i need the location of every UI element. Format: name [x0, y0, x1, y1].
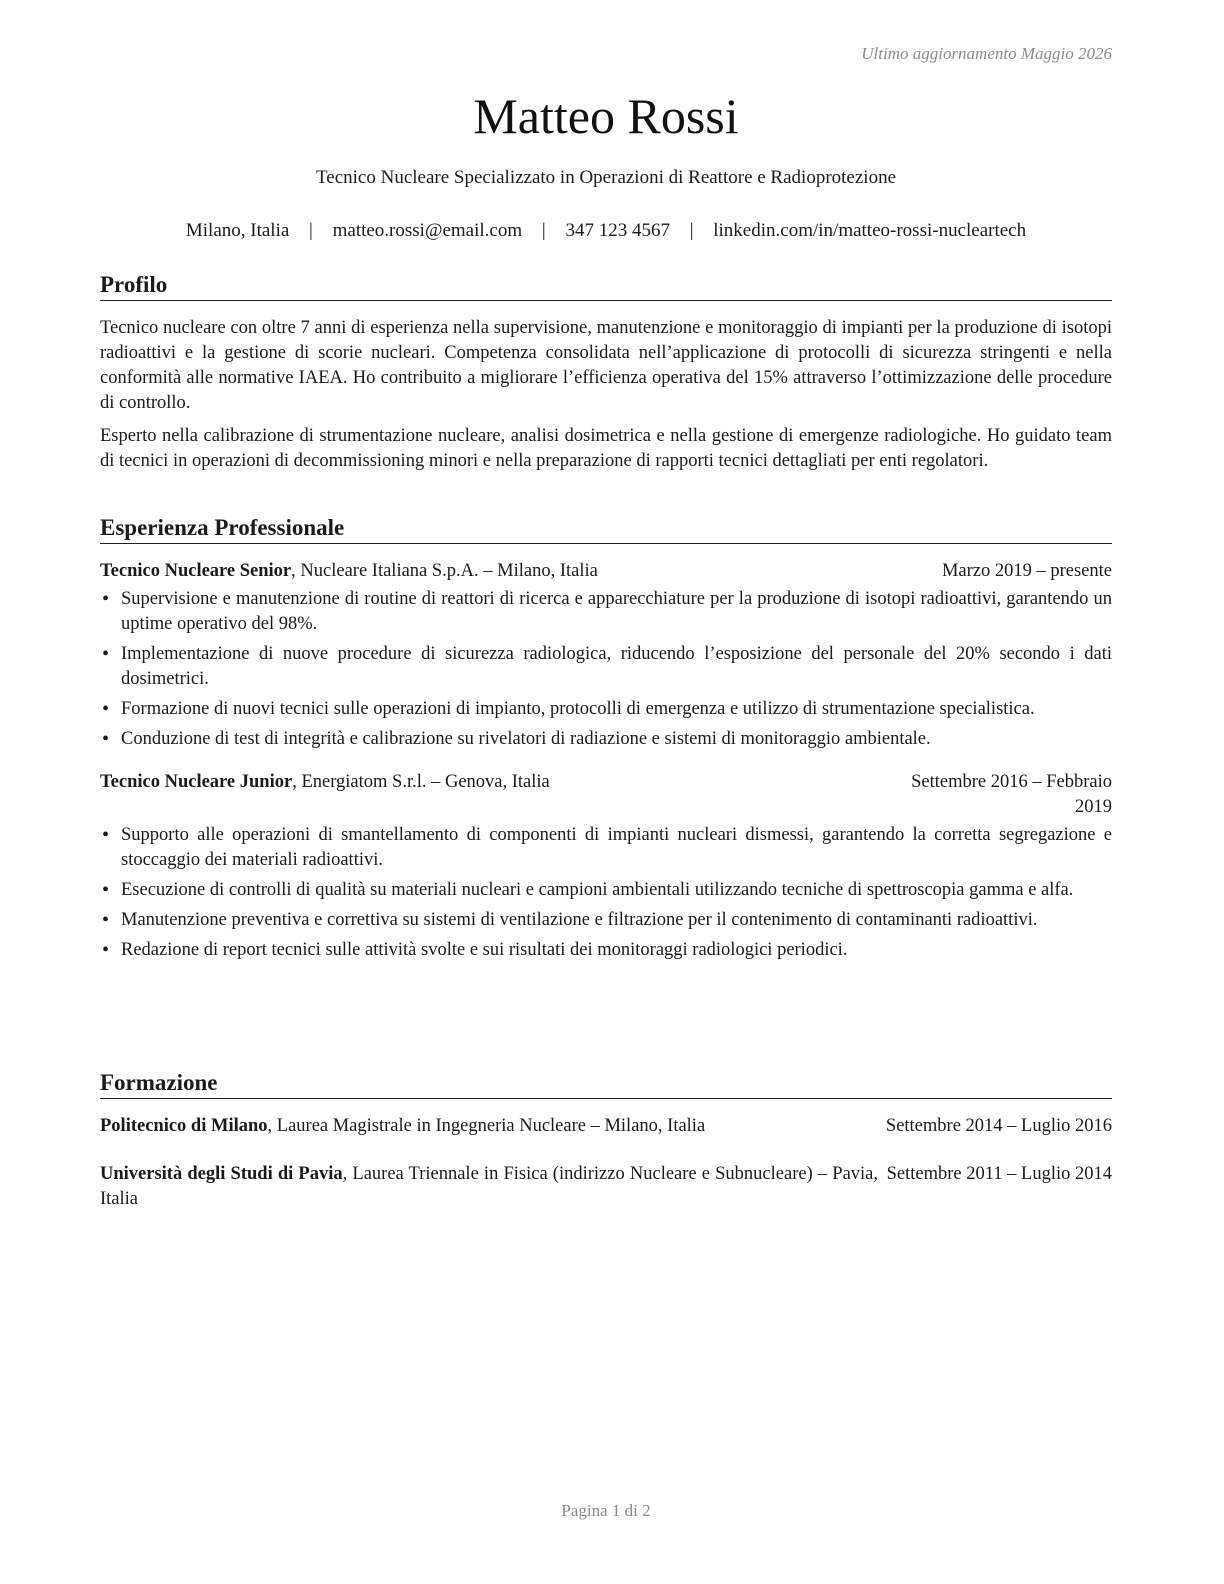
contact-separator: | — [309, 220, 313, 241]
list-item: • Supervisione e manutenzione di routine di reattori di ricerca e apparecchiature per la produzione di isotopi radioattivi, garantendo un uptime operativo del 98%. — [100, 587, 1112, 637]
education-school: Università degli Studi di Pavia — [100, 1164, 343, 1184]
education-dates: Settembre 2011 – Luglio 2014 — [886, 1164, 1112, 1184]
list-item: • Supporto alle operazioni di smantellamento di componenti di impianti nucleari dismessi, garantendo la corretta segregazione e stoccaggio dei materiali radioattivi. — [100, 823, 1112, 873]
job-bullets — [100, 587, 1112, 752]
list-item: • Conduzione di test di integrità e calibrazione su rivelatori di radiazione e sistemi di monitoraggio ambientale. — [100, 727, 1112, 752]
education-dates: Settembre 2014 – Luglio 2016 — [885, 1116, 1112, 1136]
job-role: Tecnico Nucleare Senior — [100, 561, 292, 581]
list-item: • Formazione di nuovi tecnici sulle operazioni di impianto, protocolli di emergenza e utilizzo di strumentazione specialistica. — [100, 697, 1112, 722]
contact-email-link[interactable]: matteo.rossi@email.com — [332, 220, 523, 241]
education-degree: , Laurea Magistrale in Ingegneria Nucleare – Milano, Italia — [267, 1116, 706, 1136]
experience-section — [100, 513, 1112, 968]
education-school: Politecnico di Milano — [100, 1116, 268, 1136]
profile-paragraph: Tecnico nucleare con oltre 7 anni di esperienza nella supervisione, manutenzione e monitoraggio di impianti per la produzione di isotopi radioattivi e la gestione di scorie nucleari. Competenza consolidata nell’applicazione di protocolli di sicurezza stringenti e nella conformità alle normative IAEA. Ho contribuito a migliorare l’efficienza operativa del 15% attraverso l’ottimizzazione delle procedure di controllo. — [100, 318, 1112, 413]
section-title-experience: Esperienza Professionale — [100, 513, 1112, 544]
job-dates: Marzo 2019 – presente — [941, 561, 1112, 581]
last-updated: Ultimo aggiornamento Maggio 2026 — [861, 44, 1112, 63]
job-entry — [100, 559, 1112, 752]
contact-phone: 347 123 4567 — [565, 220, 670, 241]
job-bullets — [100, 823, 1112, 963]
education-section — [100, 1068, 1112, 1212]
list-item: • Implementazione di nuove procedure di sicurezza radiologica, riducendo l’esposizione del personale del 20% secondo i dati dosimetrici. — [100, 642, 1112, 692]
list-item: • Esecuzione di controlli di qualità su materiali nucleari e campioni ambientali utilizzando tecniche di spettroscopia gamma e alfa. — [100, 878, 1112, 903]
list-item: • Manutenzione preventiva e correttiva su sistemi di ventilazione e filtrazione per il contenimento di contaminanti radioattivi. — [100, 908, 1112, 933]
contact-separator: | — [541, 220, 546, 241]
job-header — [100, 770, 1112, 820]
contact-linkedin-link[interactable]: linkedin.com/in/matteo-rossi-nucleartech — [713, 220, 1027, 241]
profile-section — [100, 270, 1112, 474]
candidate-name: Matteo Rossi — [473, 88, 739, 144]
page-number: Pagina 1 di 2 — [561, 1501, 651, 1520]
profile-paragraph: Esperto nella calibrazione di strumentazione nucleare, analisi dosimetrica e nella gestione di emergenze radiologiche. Ho guidato team di tecnici in operazioni di decommissioning minori e nella preparazione di rapporti tecnici dettagliati per enti regolatori. — [100, 426, 1112, 471]
education-entry — [100, 1162, 1112, 1212]
job-company: , Energiatom S.r.l. – Genova, Italia — [292, 772, 550, 792]
job-header — [100, 559, 1112, 584]
job-company: , Nucleare Italiana S.p.A. – Milano, Italia — [291, 561, 598, 581]
candidate-subtitle: Tecnico Nucleare Specializzato in Operazioni di Reattore e Radioprotezione — [315, 167, 897, 188]
education-degree: , Laurea Triennale in Fisica (indirizzo Nucleare e Subnucleare) – Pavia, Italia — [100, 1164, 878, 1209]
job-dates: Settembre 2016 – Febbraio 2019 — [911, 772, 1112, 817]
education-header — [100, 1114, 1112, 1139]
job-role: Tecnico Nucleare Junior — [100, 772, 293, 792]
section-title-profile: Profilo — [100, 270, 1112, 301]
education-header — [100, 1162, 1112, 1212]
contact-separator: | — [689, 220, 694, 241]
job-entry — [100, 770, 1112, 963]
contact-location: Milano, Italia — [185, 220, 290, 241]
education-entry — [100, 1114, 1112, 1139]
section-title-education: Formazione — [100, 1068, 1112, 1099]
contact-line — [100, 220, 1112, 242]
list-item: • Redazione di report tecnici sulle attività svolte e sui risultati dei monitoraggi radiologici periodici. — [100, 938, 1112, 963]
